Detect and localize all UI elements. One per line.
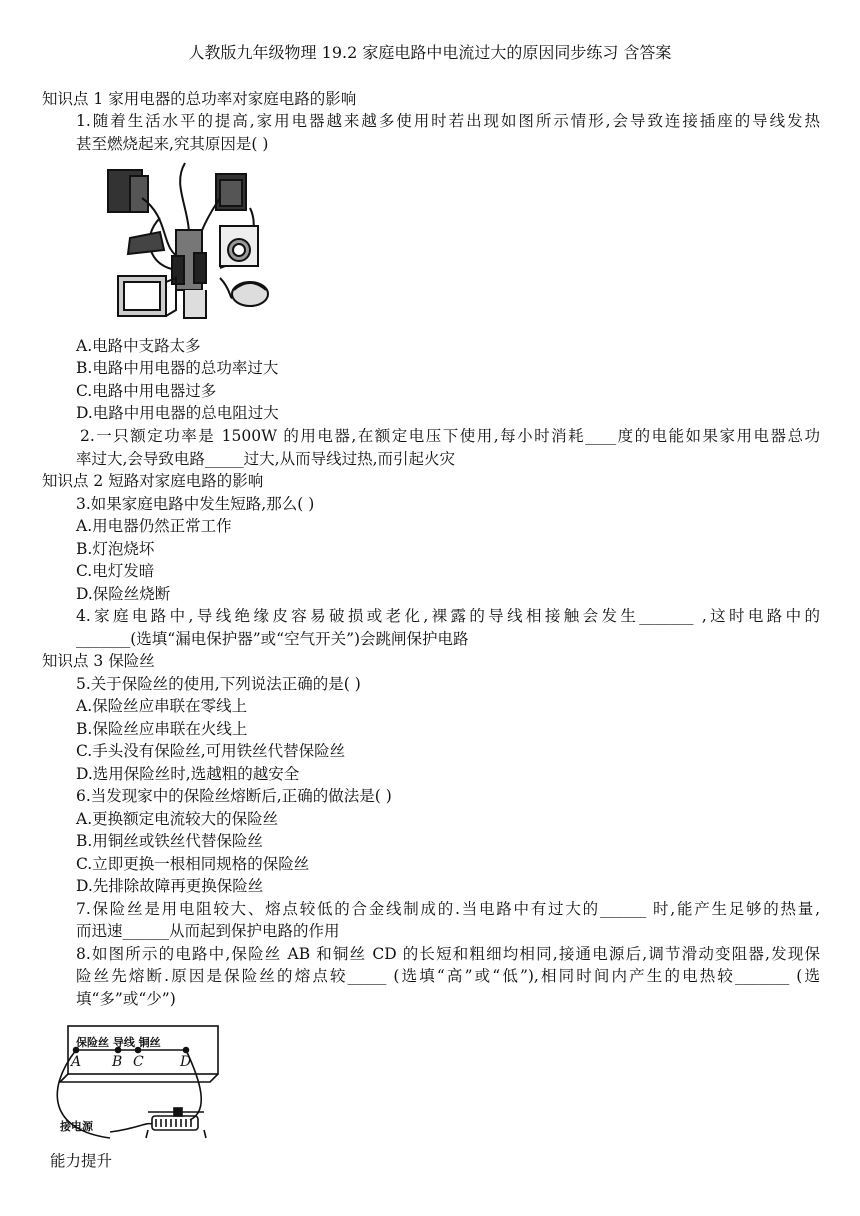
option-3a: A.用电器仍然正常工作 bbox=[76, 517, 232, 535]
point-c-label: C bbox=[133, 1054, 144, 1070]
figure-top-label: 保险丝 导线 铜丝 bbox=[76, 1036, 161, 1049]
option-6d: D.先排除故障再更换保险丝 bbox=[76, 877, 264, 895]
question-8-line-3: 填“多”或“少”) bbox=[76, 990, 176, 1008]
option-5b: B.保险丝应串联在火线上 bbox=[76, 720, 248, 738]
appliances-overload-figure bbox=[100, 158, 280, 330]
option-6b: B.用铜丝或铁丝代替保险丝 bbox=[76, 832, 263, 850]
option-3d: D.保险丝烧断 bbox=[76, 585, 171, 603]
option-5a: A.保险丝应串联在零线上 bbox=[76, 697, 248, 715]
fuse-circuit-figure bbox=[40, 1020, 220, 1145]
point-d-label: D bbox=[180, 1054, 192, 1070]
question-1-line-1: 1.随着生活水平的提高,家用电器越来越多使用时若出现如图所示情形,会导致连接插座的导线发热 bbox=[76, 112, 820, 130]
point-a-label: A bbox=[71, 1054, 82, 1070]
option-3b: B.灯泡烧坏 bbox=[76, 540, 155, 558]
question-8-line-2: 险丝先熔断.原因是保险丝的熔点较_____ (选填“高”或“低”),相同时间内产生的电热较_______ (选 bbox=[76, 967, 820, 985]
question-4-line-1: 4.家庭电路中,导线绝缘皮容易破损或老化,裸露的导线相接触会发生_______ ,这时电路中的 bbox=[76, 607, 820, 625]
option-1c: C.电路中用电器过多 bbox=[76, 382, 217, 400]
option-1b: B.电路中用电器的总功率过大 bbox=[76, 359, 279, 377]
section-heading: 知识点 3 保险丝 bbox=[42, 652, 155, 670]
power-label: 接电源 bbox=[60, 1120, 93, 1133]
section-heading: 知识点 2 短路对家庭电路的影响 bbox=[42, 472, 264, 490]
page-title: 人教版九年级物理 19.2 家庭电路中电流过大的原因同步练习 含答案 bbox=[188, 43, 672, 62]
question-4-line-2: _______(选填“漏电保护器”或“空气开关”)会跳闸保护电路 bbox=[76, 630, 469, 648]
question-7-line-1: 7.保险丝是用电阻较大、熔点较低的合金线制成的.当电路中有过大的______ 时,能产生足够的热量, bbox=[76, 900, 820, 918]
question-2-line-2: 率过大,会导致电路_____过大,从而导线过热,而引起火灾 bbox=[76, 450, 456, 468]
question-6-line-1: 6.当发现家中的保险丝熔断后,正确的做法是( ) bbox=[76, 787, 392, 805]
point-b-label: B bbox=[112, 1054, 123, 1070]
section-heading: 知识点 1 家用电器的总功率对家庭电路的影响 bbox=[42, 90, 357, 108]
section-heading-ability: 能力提升 bbox=[50, 1152, 113, 1170]
option-5c: C.手头没有保险丝,可用铁丝代替保险丝 bbox=[76, 742, 346, 760]
option-1a: A.电路中支路太多 bbox=[76, 337, 201, 355]
option-3c: C.电灯发暗 bbox=[76, 562, 155, 580]
option-6a: A.更换额定电流较大的保险丝 bbox=[76, 810, 279, 828]
option-1d: D.电路中用电器的总电阻过大 bbox=[76, 404, 279, 422]
option-6c: C.立即更换一根相同规格的保险丝 bbox=[76, 855, 310, 873]
question-2-line-1: 2.一只额定功率是 1500W 的用电器,在额定电压下使用,每小时消耗____度的电能如果家用电器总功 bbox=[80, 427, 820, 445]
question-1-line-2: 甚至燃烧起来,究其原因是( ) bbox=[76, 135, 269, 153]
question-8-line-1: 8.如图所示的电路中,保险丝 AB 和铜丝 CD 的长短和粗细均相同,接通电源后,调节滑动变阻器,发现保 bbox=[76, 945, 820, 963]
question-3-line-1: 3.如果家庭电路中发生短路,那么( ) bbox=[76, 495, 315, 513]
question-7-line-2: 而迅速______从而起到保护电路的作用 bbox=[76, 922, 340, 940]
question-5-line-1: 5.关于保险丝的使用,下列说法正确的是( ) bbox=[76, 675, 361, 693]
option-5d: D.选用保险丝时,选越粗的越安全 bbox=[76, 765, 300, 783]
